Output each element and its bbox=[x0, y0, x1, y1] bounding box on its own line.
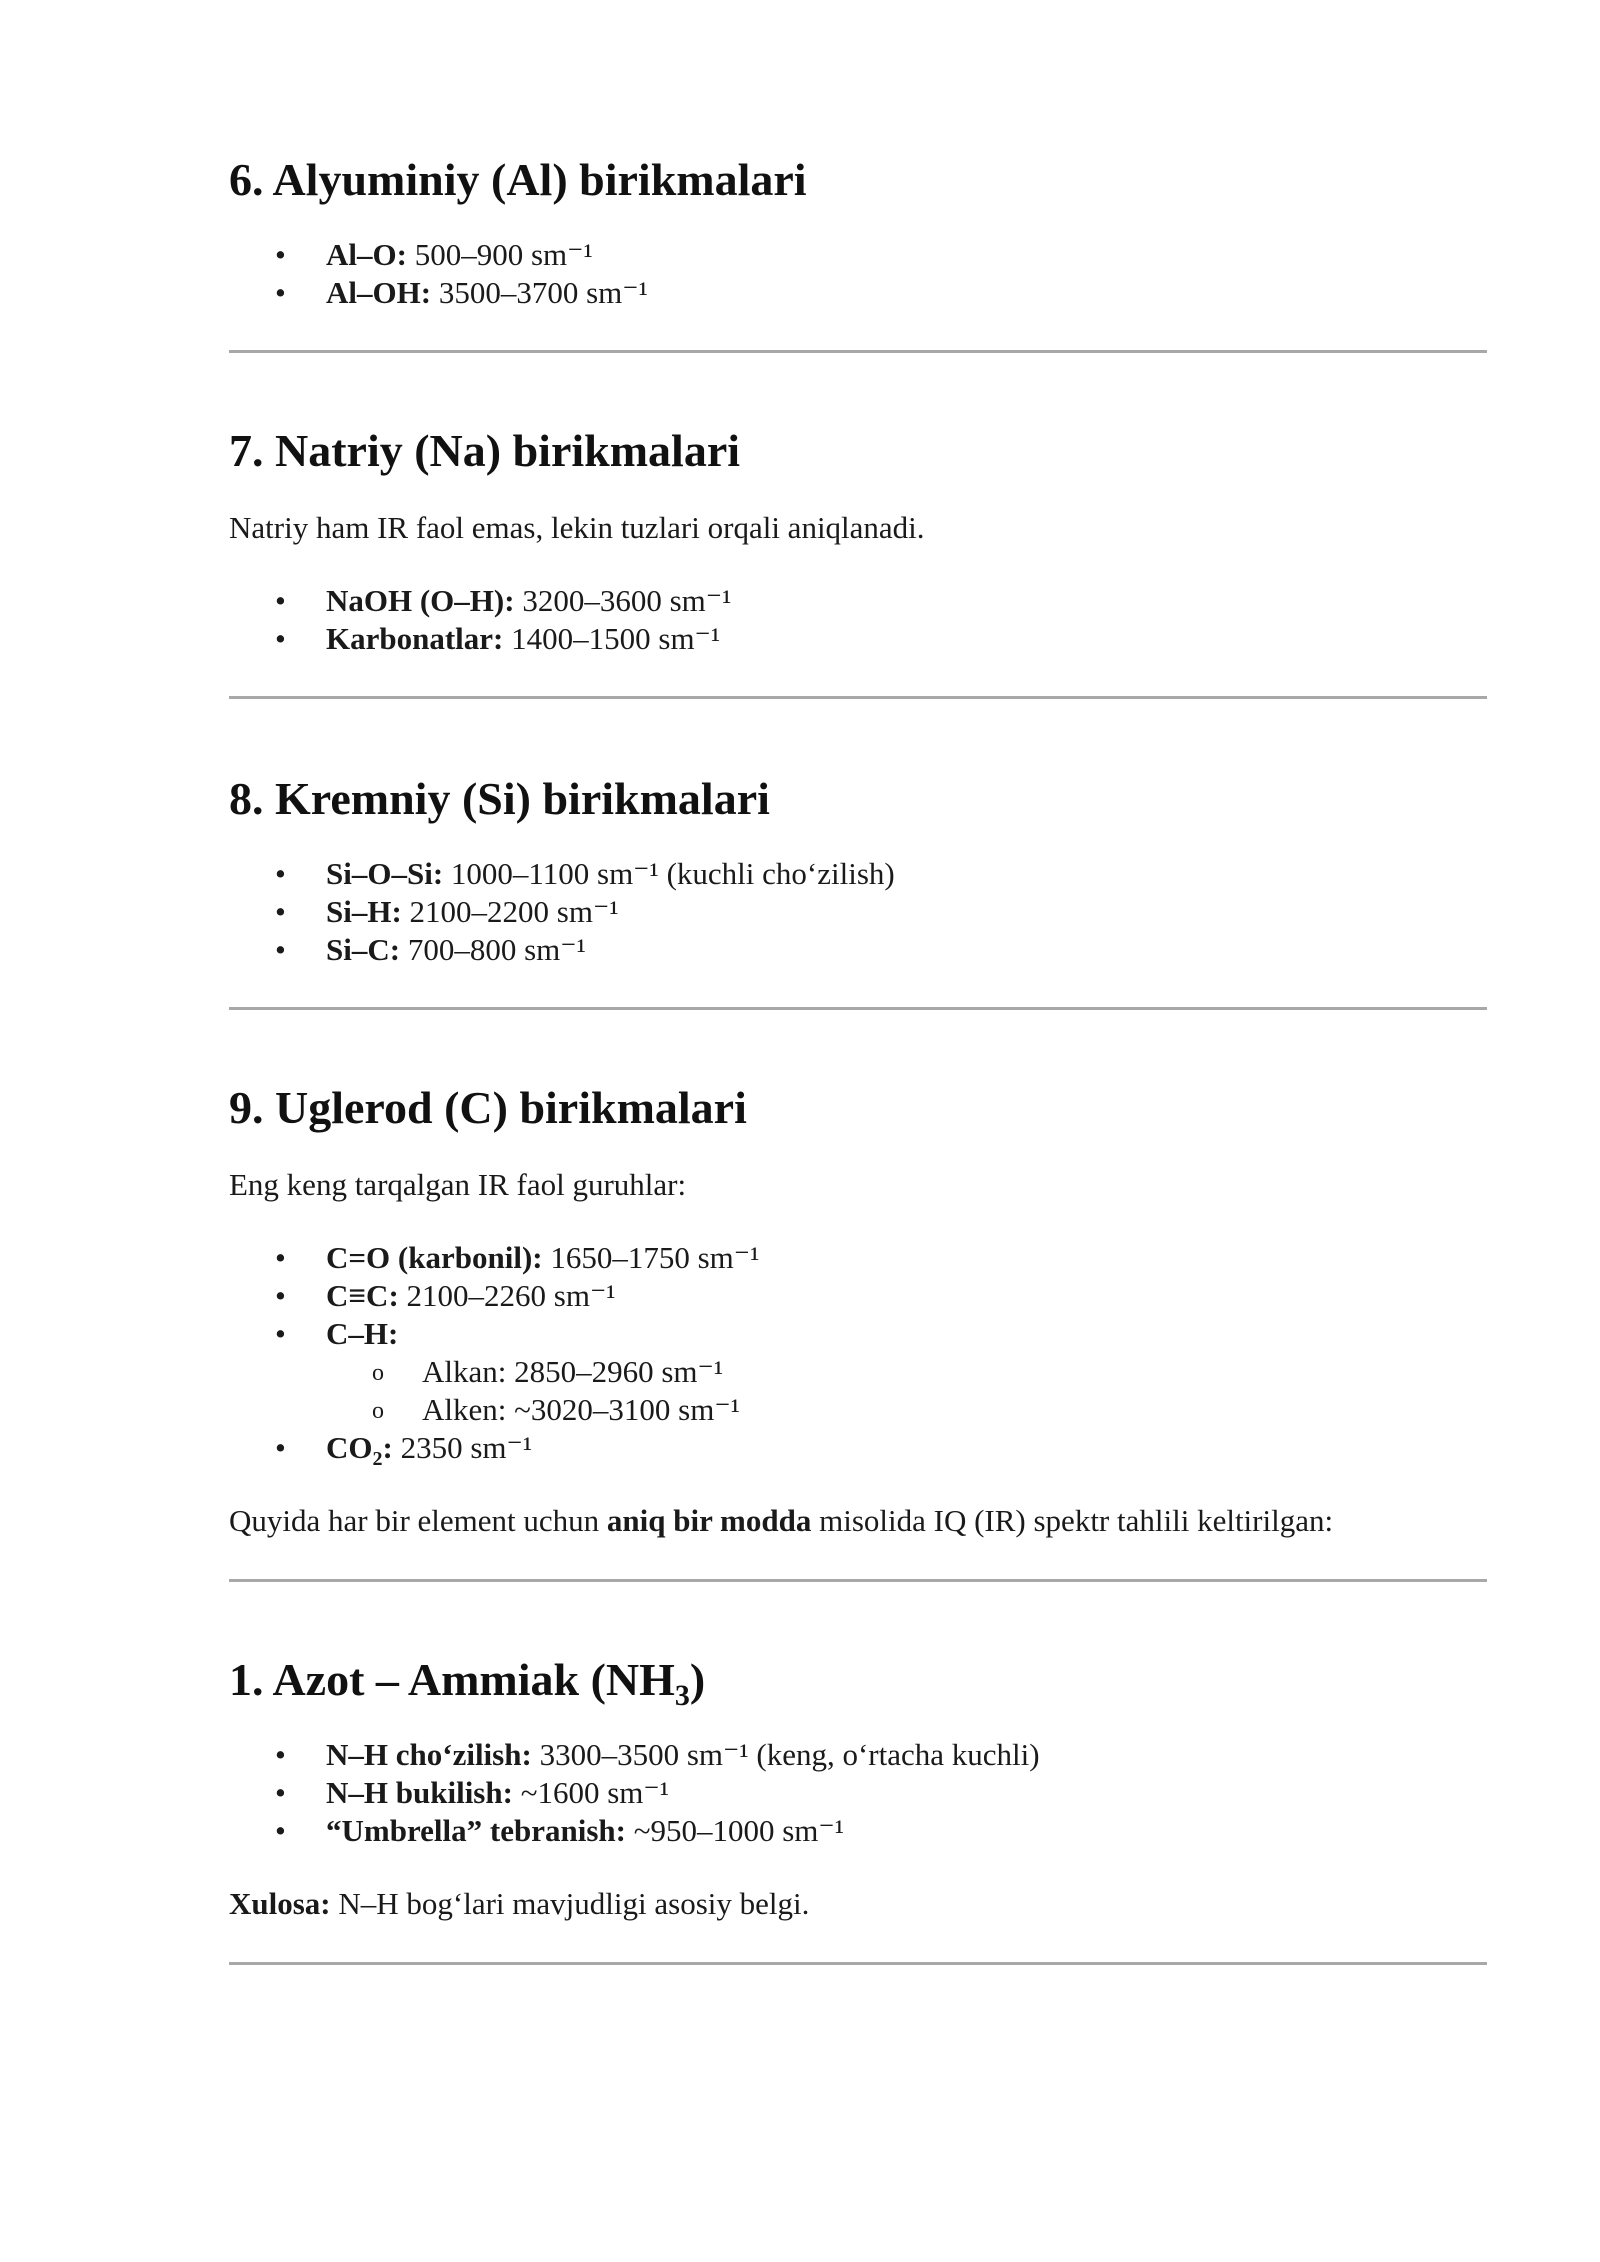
outro-text: misolida IQ (IR) spektr tahlili keltirilgan: bbox=[811, 1503, 1334, 1538]
divider bbox=[229, 1962, 1487, 1965]
bullet-list bbox=[229, 236, 1487, 312]
divider bbox=[229, 350, 1487, 353]
item-label: N–H cho‘zilish: bbox=[326, 1737, 532, 1772]
co2-label: CO bbox=[326, 1430, 373, 1465]
conclusion-text: N–H bog‘lari mavjudligi asosiy belgi. bbox=[330, 1886, 810, 1921]
section-title: 8. Kremniy (Si) birikmalari bbox=[229, 773, 770, 824]
section-sodium bbox=[229, 421, 1487, 658]
bullet-list bbox=[229, 582, 1487, 658]
sub-list-item: o Alkan: 2850–2960 sm⁻¹ bbox=[325, 1353, 1487, 1391]
item-label: “Umbrella” tebranish: bbox=[326, 1813, 626, 1848]
co2-colon: : bbox=[382, 1430, 393, 1465]
item-value: 2100–2200 sm⁻¹ bbox=[401, 894, 619, 929]
list-item bbox=[229, 236, 1487, 274]
outro-text: Quyida har bir element uchun bbox=[229, 1503, 607, 1538]
item-label: C=O (karbonil): bbox=[326, 1240, 543, 1275]
item-value: 1650–1750 sm⁻¹ bbox=[542, 1240, 760, 1275]
divider bbox=[229, 1007, 1487, 1010]
list-item bbox=[229, 931, 1487, 969]
section-title: 6. Alyuminiy (Al) birikmalari bbox=[229, 154, 807, 205]
list-item bbox=[229, 1315, 1487, 1429]
item-label: N–H bukilish: bbox=[326, 1775, 513, 1810]
item-label: Al–OH: bbox=[326, 275, 432, 310]
list-item bbox=[229, 893, 1487, 931]
sub-list bbox=[326, 1353, 1487, 1429]
list-item bbox=[229, 855, 1487, 893]
section-conclusion bbox=[229, 1884, 1487, 1924]
section-aluminium bbox=[229, 150, 1487, 312]
divider bbox=[229, 1579, 1487, 1582]
title-text: 1. Azot – Ammiak (NH bbox=[229, 1654, 675, 1705]
document-page bbox=[229, 150, 1487, 1965]
section-carbon bbox=[229, 1078, 1487, 1541]
item-value: 1400–1500 sm⁻¹ bbox=[503, 621, 721, 656]
section-ammonia bbox=[229, 1650, 1487, 1924]
conclusion-label: Xulosa: bbox=[229, 1886, 331, 1921]
item-value: 3500–3700 sm⁻¹ bbox=[431, 275, 648, 310]
list-item bbox=[229, 1774, 1487, 1812]
section-intro: Natriy ham IR faol emas, lekin tuzlari orqali aniqlanadi. bbox=[229, 510, 925, 545]
list-item bbox=[229, 274, 1487, 312]
item-value: 2100–2260 sm⁻¹ bbox=[398, 1278, 616, 1313]
item-label bbox=[326, 1430, 393, 1471]
list-item bbox=[229, 620, 1487, 658]
item-label: Si–O–Si: bbox=[326, 856, 444, 891]
list-item bbox=[229, 582, 1487, 620]
bullet-list bbox=[229, 1736, 1487, 1850]
section-title: 7. Natriy (Na) birikmalari bbox=[229, 425, 741, 476]
title-text: ) bbox=[689, 1654, 706, 1705]
item-label: NaOH (O–H): bbox=[326, 583, 515, 618]
item-label: C≡C: bbox=[326, 1278, 399, 1313]
item-label: Al–O: bbox=[326, 237, 407, 272]
item-label: Si–C: bbox=[326, 932, 401, 967]
list-item bbox=[229, 1736, 1487, 1774]
co2-subscript: 2 bbox=[372, 1448, 383, 1471]
item-label: C–H: bbox=[326, 1316, 399, 1351]
title-subscript: 3 bbox=[674, 1679, 690, 1713]
item-value: ~1600 sm⁻¹ bbox=[512, 1775, 670, 1810]
section-title: 9. Uglerod (C) birikmalari bbox=[229, 1082, 747, 1133]
list-item bbox=[229, 1239, 1487, 1277]
sub-list-item: o Alken: ~3020–3100 sm⁻¹ bbox=[325, 1391, 1487, 1429]
outro-bold-text: aniq bir modda bbox=[606, 1503, 812, 1538]
item-label: Si–H: bbox=[326, 894, 402, 929]
item-value: 700–800 sm⁻¹ bbox=[400, 932, 586, 967]
section-intro: Eng keng tarqalgan IR faol guruhlar: bbox=[229, 1167, 687, 1202]
bullet-list bbox=[229, 1239, 1487, 1471]
item-label: Karbonatlar: bbox=[326, 621, 504, 656]
item-value: 3300–3500 sm⁻¹ (keng, o‘rtacha kuchli) bbox=[531, 1737, 1040, 1772]
list-item bbox=[229, 1277, 1487, 1315]
section-outro bbox=[229, 1501, 1487, 1541]
list-item bbox=[229, 1812, 1487, 1850]
section-silicon bbox=[229, 769, 1487, 969]
section-title bbox=[229, 1650, 1487, 1713]
item-value: 500–900 sm⁻¹ bbox=[406, 237, 593, 272]
list-item bbox=[229, 1429, 1487, 1471]
divider bbox=[229, 696, 1487, 699]
item-value: 2350 sm⁻¹ bbox=[392, 1430, 533, 1465]
item-value: ~950–1000 sm⁻¹ bbox=[625, 1813, 845, 1848]
item-value: 3200–3600 sm⁻¹ bbox=[514, 583, 732, 618]
item-value: 1000–1100 sm⁻¹ (kuchli cho‘zilish) bbox=[443, 856, 895, 891]
bullet-list bbox=[229, 855, 1487, 969]
